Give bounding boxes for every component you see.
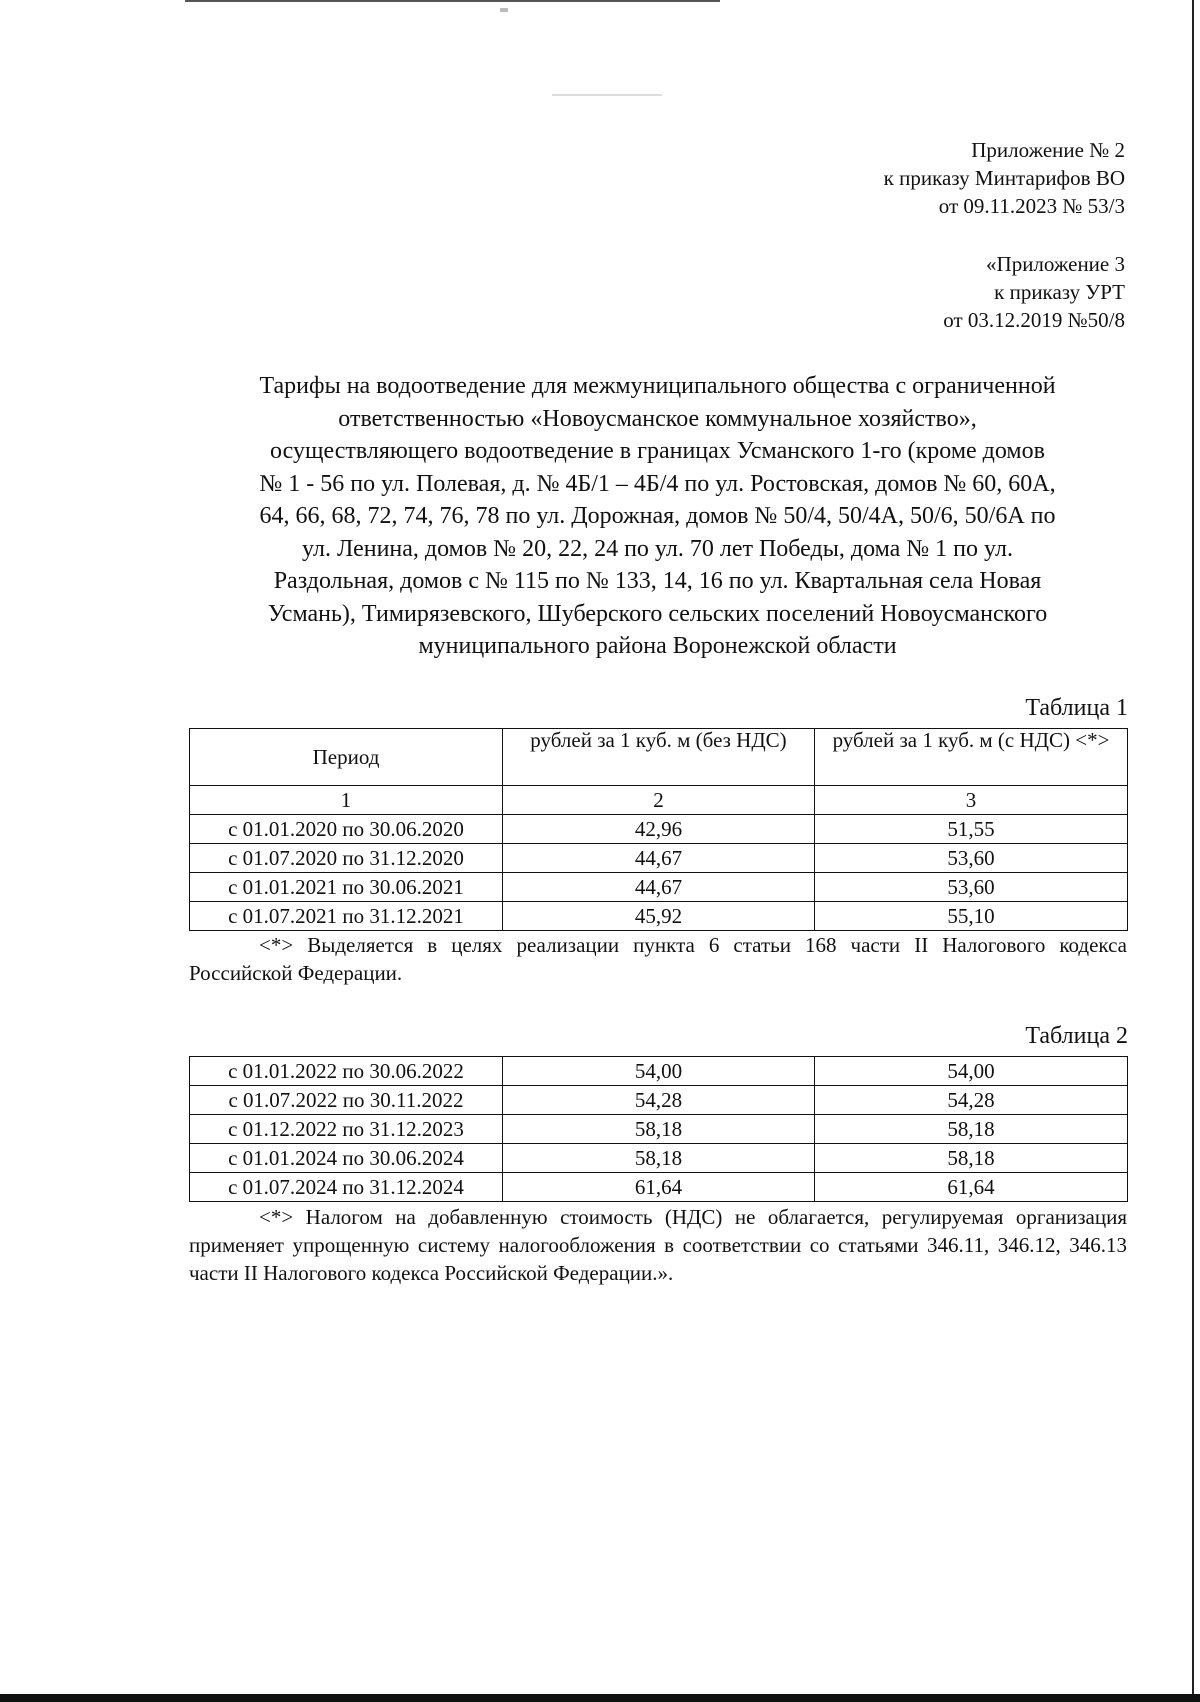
title-line: Усмань), Тимирязевского, Шуберского сельских поселений Новоусманского [267,600,1048,627]
header-price-no-vat: рублей за 1 куб. м (без НДС) [503,729,815,786]
order-annex-number: Приложение № 2 [971,138,1125,162]
period-cell: с 01.07.2024 по 31.12.2024 [190,1173,503,1202]
price-no-vat-cell: 58,18 [503,1115,815,1144]
title-line: Раздольная, домов с № 115 по № 133, 14, 16 по ул. Квартальная села Новая [273,568,1042,594]
table-row [190,1173,1128,1202]
title-line: осуществляющего водоотведение в границах Усманского 1-го (кроме домов [270,438,1045,464]
price-with-vat-cell: 55,10 [815,902,1128,931]
price-no-vat-cell: 58,18 [503,1144,815,1173]
header-period: Период [190,729,503,786]
title-line: ул. Ленина, домов № 20, 22, 24 по ул. 70 лет Победы, дома № 1 по ул. [302,535,1013,562]
table-row [190,844,1128,873]
title-line: ответственностью «Новоусманское коммунальное хозяйство», [338,405,977,432]
footnote-text: <*> Налогом на добавленную стоимость (НДС) не облагается, регулируемая организация применяет упрощенную систему налогообложения в соответствии со статьями 346.11, 346.12, 346.13 части II Налогового кодекса Российской Федерации.». [189,1205,1127,1285]
title-line: 64, 66, 68, 72, 74, 76, 78 по ул. Дорожная, домов № 50/4, 50/4А, 50/6, 50/6А по [259,503,1056,529]
price-no-vat-cell: 44,67 [503,844,815,873]
price-no-vat-cell: 61,64 [503,1173,815,1202]
column-number-row [190,786,1128,815]
column-number: 3 [815,786,1128,815]
tariff-table-2 [189,1056,1128,1202]
period-cell: с 01.01.2020 по 30.06.2020 [190,815,503,844]
period-cell: с 01.01.2022 по 30.06.2022 [190,1057,503,1086]
price-no-vat-cell: 54,28 [503,1086,815,1115]
scan-speck [552,94,662,96]
price-no-vat-cell: 54,00 [503,1057,815,1086]
scan-right-edge [1192,0,1194,1702]
annex-issuer: к приказу УРТ [994,280,1125,304]
column-number: 2 [503,786,815,815]
scan-bottom-edge [0,1694,1200,1702]
annex-number: «Приложение 3 [986,252,1125,276]
footnote-text: <*> Выделяется в целях реализации пункта 6 статьи 168 части II Налогового кодекса Российской Федерации. [189,933,1127,985]
price-with-vat-cell: 54,00 [815,1057,1128,1086]
tariff-table-1 [189,728,1128,931]
scan-edge-line [185,0,720,2]
table-row [190,1144,1128,1173]
title-line: Тарифы на водоотведение для межмуниципального общества с ограниченной [259,373,1056,399]
annex-date-number: от 03.12.2019 №50/8 [943,308,1125,332]
table-2-label: Таблица 2 [1025,1023,1128,1049]
order-reference-header [884,136,1125,220]
column-number: 1 [190,786,503,815]
table-1-label: Таблица 1 [1025,695,1128,721]
period-cell: с 01.12.2022 по 31.12.2023 [190,1115,503,1144]
table-row [190,815,1128,844]
period-cell: с 01.01.2024 по 30.06.2024 [190,1144,503,1173]
table-row [190,1057,1128,1086]
price-with-vat-cell: 53,60 [815,873,1128,902]
period-cell: с 01.07.2021 по 31.12.2021 [190,902,503,931]
scan-speck [500,8,508,12]
period-cell: с 01.07.2020 по 31.12.2020 [190,844,503,873]
table-row [190,1115,1128,1144]
price-with-vat-cell: 53,60 [815,844,1128,873]
price-no-vat-cell: 45,92 [503,902,815,931]
title-line: № 1 - 56 по ул. Полевая, д. № 4Б/1 – 4Б/4 по ул. Ростовская, домов № 60, 60А, [259,470,1056,497]
document-title [185,370,1130,663]
price-with-vat-cell: 54,28 [815,1086,1128,1115]
price-no-vat-cell: 44,67 [503,873,815,902]
price-with-vat-cell: 51,55 [815,815,1128,844]
price-no-vat-cell: 42,96 [503,815,815,844]
annex-reference-header [943,250,1125,334]
header-price-with-vat: рублей за 1 куб. м (с НДС) <*> [815,729,1128,786]
period-cell: с 01.01.2021 по 30.06.2021 [190,873,503,902]
price-with-vat-cell: 58,18 [815,1144,1128,1173]
price-with-vat-cell: 61,64 [815,1173,1128,1202]
order-issuer: к приказу Минтарифов ВО [883,166,1125,190]
period-cell: с 01.07.2022 по 30.11.2022 [190,1086,503,1115]
table-header-row [190,729,1128,786]
table-row [190,902,1128,931]
table-row [190,873,1128,902]
table-row [190,1086,1128,1115]
order-date-number: от 09.11.2023 № 53/3 [938,194,1125,218]
title-line: муниципального района Воронежской области [418,633,897,659]
table-1-footnote [189,931,1127,987]
table-2-footnote [189,1203,1127,1287]
price-with-vat-cell: 58,18 [815,1115,1128,1144]
